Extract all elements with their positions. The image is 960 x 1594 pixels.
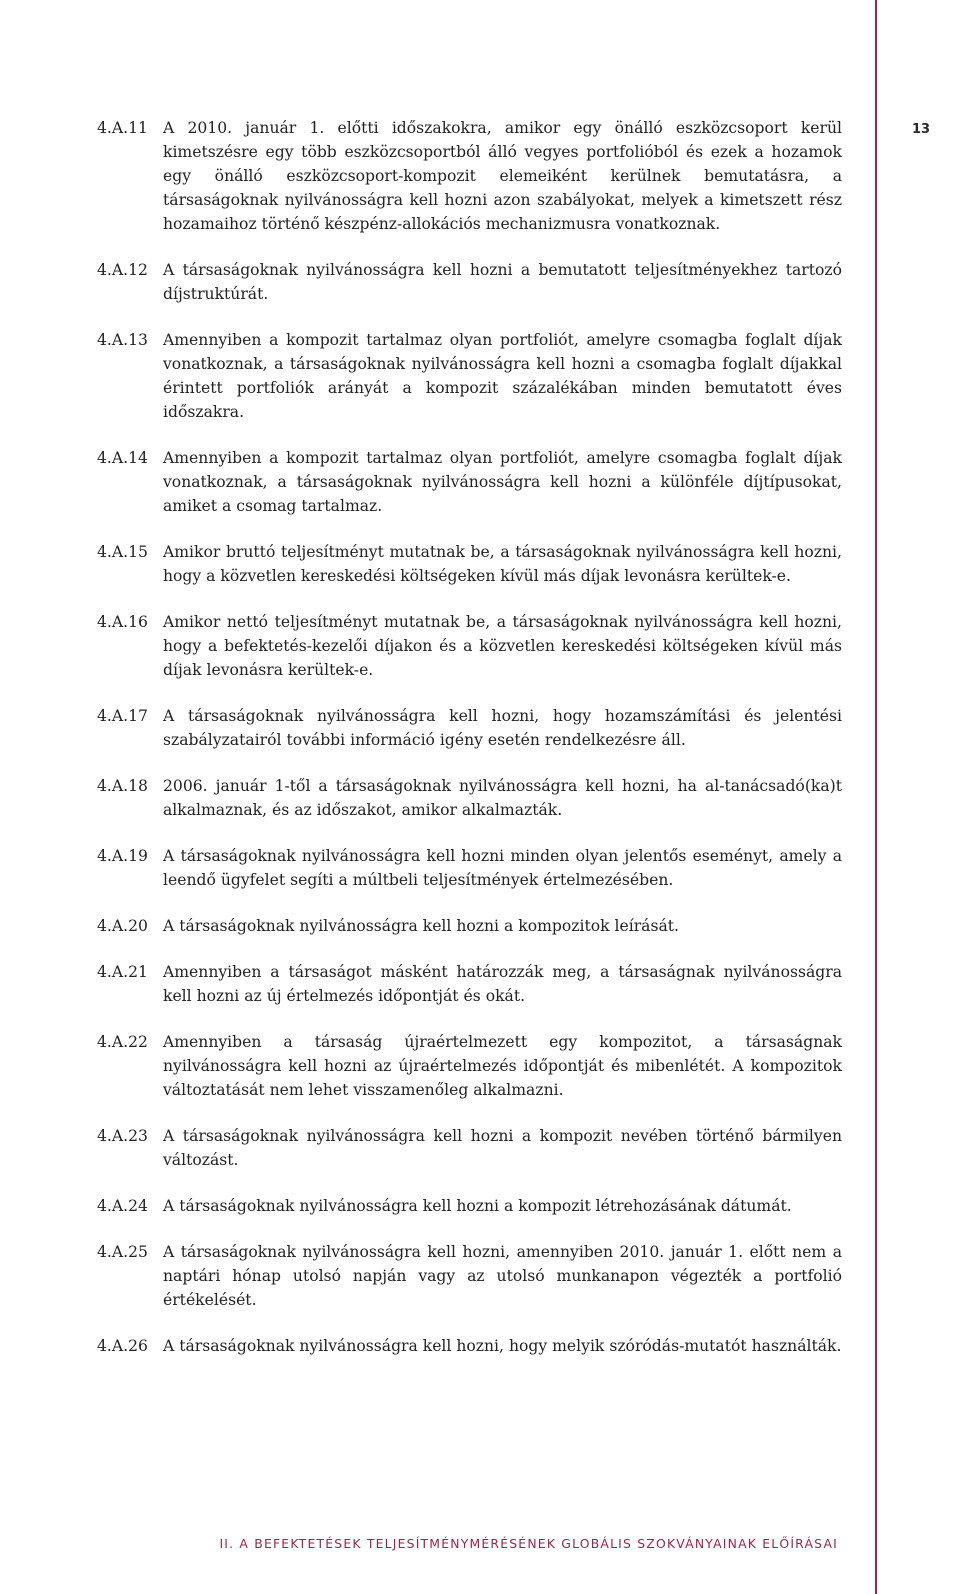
clause-number: 4.A.25 bbox=[97, 1243, 148, 1261]
running-footer: II. A BEFEKTETÉSEK TELJESÍTMÉNYMÉRÉSÉNEK GLOBÁLIS SZOKVÁNYAINAK ELŐÍRÁSAI bbox=[219, 1536, 838, 1551]
clause-text: A társaságoknak nyilvánosságra kell hozni, hogy hozamszámítási és jelentési szabályzatairól további információ igény esetén rendelkezésre áll. bbox=[163, 707, 842, 749]
clause-text: A társaságoknak nyilvánosságra kell hozni a kompozit nevében történő bármilyen változást. bbox=[163, 1127, 842, 1169]
clause-number: 4.A.16 bbox=[97, 613, 148, 631]
clause-4a18 bbox=[97, 774, 842, 822]
clause-number: 4.A.26 bbox=[97, 1337, 148, 1355]
clause-number: 4.A.19 bbox=[97, 847, 148, 865]
clause-number: 4.A.21 bbox=[97, 963, 148, 981]
clause-number: 4.A.18 bbox=[97, 777, 148, 795]
clause-number: 4.A.12 bbox=[97, 261, 148, 279]
clause-number: 4.A.22 bbox=[97, 1033, 148, 1051]
clause-4a24 bbox=[97, 1194, 842, 1218]
page-number: 13 bbox=[912, 122, 931, 137]
clause-4a21 bbox=[97, 960, 842, 1008]
clause-number: 4.A.17 bbox=[97, 707, 148, 725]
clause-4a15 bbox=[97, 540, 842, 588]
clause-text: A 2010. január 1. előtti időszakokra, amikor egy önálló eszközcsoport kerül kimetszésre egy több eszközcsoportból álló vegyes portfolióból és ezek a hozamok egy önálló eszközcsoport-kompozit elemeiként kerülnek bemutatásra, a társaságoknak nyilvánosságra kell hozni azon szabályokat, melyek a kimetszett rész hozamaihoz történő készpénz-allokációs mechanizmusra vonatkoznak. bbox=[163, 119, 842, 233]
clause-text: A társaságoknak nyilvánosságra kell hozni, hogy melyik szóródás-mutatót használták. bbox=[163, 1337, 842, 1355]
clause-text: Amikor bruttó teljesítményt mutatnak be, a társaságoknak nyilvánosságra kell hozni, hogy a közvetlen kereskedési költségeken kívül más díjak levonásra kerültek-e. bbox=[163, 543, 842, 585]
clause-text: Amennyiben a társaságot másként határozzák meg, a társaságnak nyilvánosságra kell hozni az új értelmezés időpontját és okát. bbox=[163, 963, 842, 1005]
clause-4a17 bbox=[97, 704, 842, 752]
margin-rule bbox=[875, 0, 877, 1594]
clause-text: A társaságoknak nyilvánosságra kell hozni a kompozitok leírását. bbox=[163, 917, 679, 935]
clause-text: A társaságoknak nyilvánosságra kell hozni a bemutatott teljesítményekhez tartozó díjstruktúrát. bbox=[163, 261, 842, 303]
clause-4a22 bbox=[97, 1030, 842, 1102]
clause-text: Amennyiben a társaság újraértelmezett egy kompozitot, a társaságnak nyilvánosságra kell hozni az újraértelmezés időpontját és mibenlétét. A kompozitok változtatását nem lehet visszamenőleg alkalmazni. bbox=[163, 1033, 842, 1099]
clause-number: 4.A.23 bbox=[97, 1127, 148, 1145]
clause-4a14 bbox=[97, 446, 842, 518]
clause-4a19 bbox=[97, 844, 842, 892]
clause-number: 4.A.14 bbox=[97, 449, 148, 467]
clause-4a13 bbox=[97, 328, 842, 424]
clause-text: Amikor nettó teljesítményt mutatnak be, a társaságoknak nyilvánosságra kell hozni, hogy a befektetés-kezelői díjakon és a közvetlen kereskedési költségeken kívül más díjak levonásra kerültek-e. bbox=[163, 613, 842, 679]
clause-text: Amennyiben a kompozit tartalmaz olyan portfoliót, amelyre csomagba foglalt díjak vonatkoznak, a társaságoknak nyilvánosságra kell hozni a különféle díjtípusokat, amiket a csomag tartalmaz. bbox=[163, 449, 842, 515]
clause-number: 4.A.20 bbox=[97, 917, 148, 935]
clause-text: A társaságoknak nyilvánosságra kell hozni, amennyiben 2010. január 1. előtt nem a naptári hónap utolsó napján vagy az utolsó munkanapon végezték a portfolió értékelését. bbox=[163, 1243, 842, 1309]
clause-text: A társaságoknak nyilvánosságra kell hozni minden olyan jelentős eseményt, amely a leendő ügyfelet segíti a múltbeli teljesítmények értelmezésében. bbox=[163, 847, 842, 889]
clause-text: 2006. január 1-től a társaságoknak nyilvánosságra kell hozni, ha al-tanácsadó(ka)t alkalmaznak, és az időszakot, amikor alkalmazták. bbox=[163, 777, 842, 819]
clause-number: 4.A.15 bbox=[97, 543, 148, 561]
clause-4a23 bbox=[97, 1124, 842, 1172]
clause-text: Amennyiben a kompozit tartalmaz olyan portfoliót, amelyre csomagba foglalt díjak vonatkoznak, a társaságoknak nyilvánosságra kell hozni a csomagba foglalt díjakkal érintett portfoliók arányát a kompozit százalékában minden bemutatott éves időszakra. bbox=[163, 331, 842, 421]
clause-list bbox=[97, 116, 842, 1380]
clause-4a12 bbox=[97, 258, 842, 306]
clause-number: 4.A.13 bbox=[97, 331, 148, 349]
clause-4a11 bbox=[97, 116, 842, 236]
clause-text: A társaságoknak nyilvánosságra kell hozni a kompozit létrehozásának dátumát. bbox=[163, 1197, 792, 1215]
clause-4a16 bbox=[97, 610, 842, 682]
clause-4a25 bbox=[97, 1240, 842, 1312]
clause-4a26 bbox=[97, 1334, 842, 1358]
clause-number: 4.A.11 bbox=[97, 119, 148, 137]
clause-number: 4.A.24 bbox=[97, 1197, 148, 1215]
clause-4a20 bbox=[97, 914, 842, 938]
